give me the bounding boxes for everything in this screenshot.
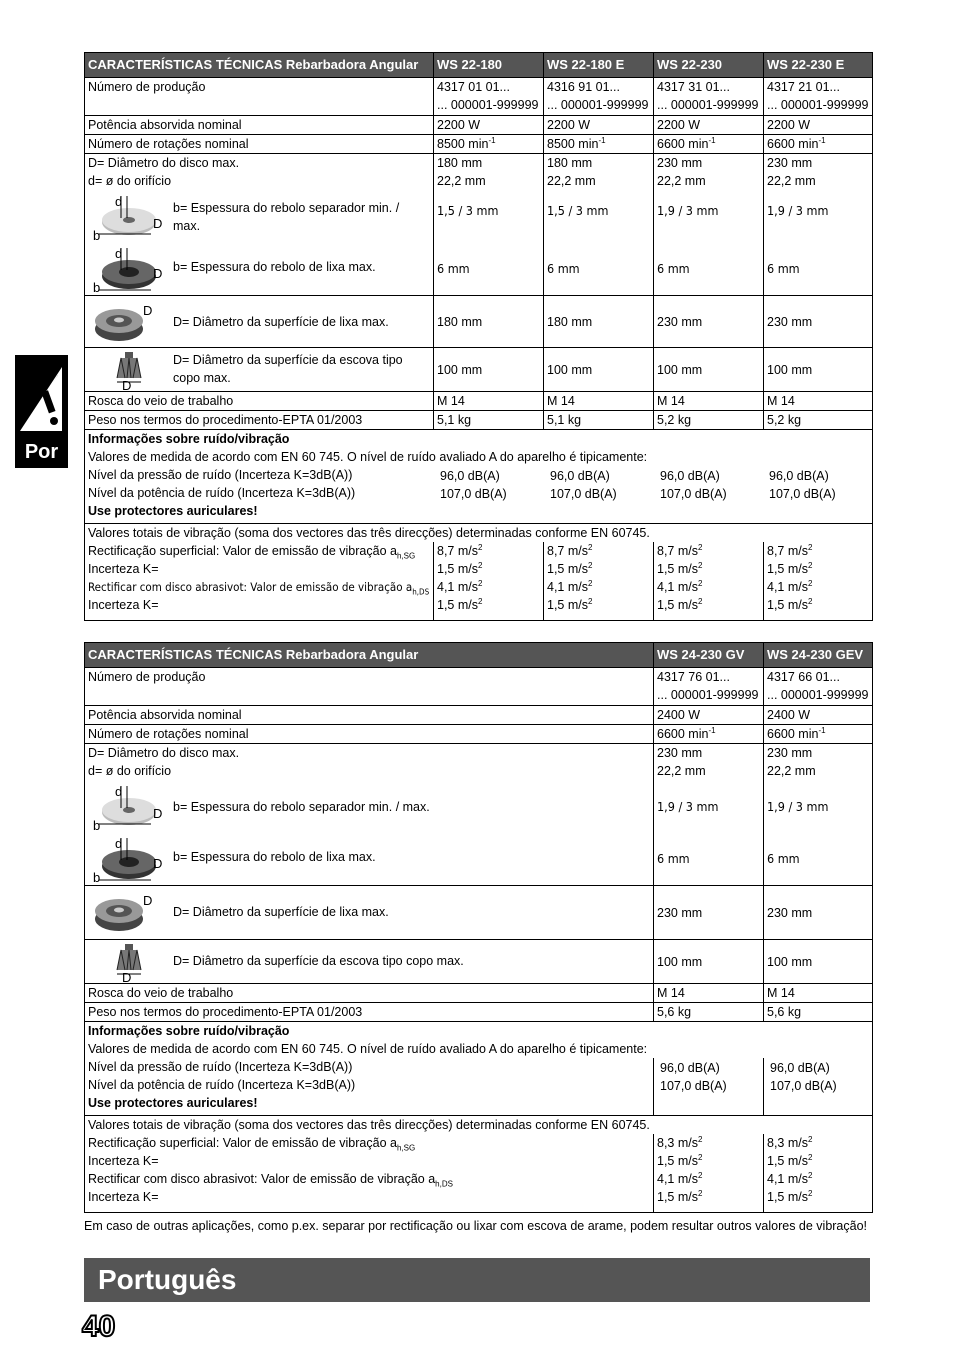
noise-section	[85, 430, 873, 524]
cell: 4317 21 01... ... 000001-999999	[764, 78, 873, 116]
svg-text:d: d	[115, 784, 123, 799]
cell: 6600 $\min^{-1}$	[764, 135, 873, 154]
table-row	[85, 668, 873, 706]
noise-col: 96,0 dB(A) 107,0 dB(A)	[660, 1061, 727, 1093]
noise-col: 96,0 dB(A) 107,0 dB(A)	[660, 469, 727, 501]
table-row	[85, 78, 873, 116]
table-title: CARACTERÍSTICAS TÉCNICAS Rebarbadora Angular	[85, 643, 654, 668]
cell: 4317 66 01... ... 000001-999999	[764, 668, 873, 706]
cell: 6600 $\min^{-1}$	[654, 135, 764, 154]
row-label: D D= Diâmetro da superfície de lixa max.	[85, 296, 434, 348]
table-row	[85, 524, 873, 543]
cell: 4317 76 01... ... 000001-999999	[654, 668, 764, 706]
row-label: Rosca do veio de trabalho	[85, 984, 654, 1003]
cell: 100 mm	[764, 940, 873, 984]
cell: 8,7 $m/s^2$ 1,5 $m/s^2$ 4,1 $m/s^2$ 1,5 $m/s^2$	[544, 542, 654, 620]
footnote: Em caso de outras aplicações, como p.ex. separar por rectificação ou lixar com escova de arame, podem resultar outros valores de vibração!	[84, 1219, 868, 1233]
cell: M 14	[764, 984, 873, 1003]
model-header: WS 24-230 GV	[654, 643, 764, 668]
table-row	[85, 1003, 873, 1022]
grinding-disc-icon	[91, 246, 163, 292]
cutting-disc-icon	[91, 194, 163, 240]
row-label: Número de rotações nominal	[85, 725, 654, 744]
row-label: Rectificação superficial: Valor de emissão de vibração $a_{h,SG}$ Incerteza K= Rectificar com disco abrasivot: Valor de emissão de vibração $a_{h,DS}$ Incerteza K=	[85, 542, 434, 620]
table-row	[85, 392, 873, 411]
warning-side-tab	[15, 355, 68, 468]
noise-cell	[85, 430, 873, 524]
cell: 4317 31 01... ... 000001-999999	[654, 78, 764, 116]
noise-col: 96,0 dB(A) 107,0 dB(A)	[550, 469, 617, 501]
noise-col: 96,0 dB(A) 107,0 dB(A)	[769, 469, 836, 501]
language-label: Por	[24, 441, 59, 463]
cell: 5,1 kg	[434, 411, 544, 430]
vibration-row	[85, 1134, 873, 1212]
cell: 230 mm	[654, 296, 764, 348]
table-row-disc-dims	[85, 154, 873, 296]
noise-col: 96,0 dB(A) 107,0 dB(A)	[770, 1061, 837, 1093]
cell: 4317 01 01... ... 000001-999999	[434, 78, 544, 116]
cell: 100 mm	[654, 940, 764, 984]
cell: 230 mm 22,2 mm 1,9 / 3 mm 6 mm	[654, 154, 764, 296]
cell: 4316 91 01... ... 000001-999999	[544, 78, 654, 116]
svg-text:D: D	[153, 856, 163, 871]
cup-brush-icon	[113, 942, 147, 982]
svg-text:b: b	[93, 228, 101, 240]
row-label: Potência absorvida nominal	[85, 116, 434, 135]
row-label: D= Diâmetro do disco max. d= ø do orifício d D b b= Espessura do rebolo separador min. / max. d D b b= Espessura do rebolo de lixa max.	[85, 154, 434, 296]
cell: 8500 $\min^{-1}$	[434, 135, 544, 154]
table-row	[85, 725, 873, 744]
cup-brush-icon	[113, 350, 147, 390]
cell: 100 mm	[544, 348, 654, 392]
cell: 8,3 $m/s^2$ 1,5 $m/s^2$ 4,1 $m/s^2$ 1,5 $m/s^2$	[764, 1134, 873, 1212]
svg-text:D: D	[153, 266, 163, 281]
row-label: D D= Diâmetro da superfície da escova tipo copo max.	[85, 940, 654, 984]
row-label: D D= Diâmetro da superfície da escova tipo copo max.	[85, 348, 434, 392]
table-row	[85, 984, 873, 1003]
svg-text:D: D	[122, 378, 132, 390]
cell: M 14	[654, 984, 764, 1003]
svg-text:d: d	[115, 246, 123, 261]
cell: 2200 W	[544, 116, 654, 135]
row-label: Número de rotações nominal	[85, 135, 434, 154]
cell: 6600 $\min^{-1}$	[654, 725, 764, 744]
cell: 2200 W	[434, 116, 544, 135]
table-title: CARACTERÍSTICAS TÉCNICAS Rebarbadora Angular	[85, 53, 434, 78]
svg-text:D: D	[143, 303, 153, 318]
spec-table-1	[84, 52, 873, 621]
cell: 8,7 $m/s^2$ 1,5 $m/s^2$ 4,1 $m/s^2$ 1,5 $m/s^2$	[654, 542, 764, 620]
cell: 180 mm 22,2 mm 1,5 / 3 mm 6 mm	[544, 154, 654, 296]
table-header-row	[85, 53, 873, 78]
warning-triangle-icon	[18, 365, 65, 433]
table-row	[85, 940, 873, 984]
table-header-row	[85, 643, 873, 668]
svg-text:D: D	[153, 806, 163, 821]
cell: 100 mm	[764, 348, 873, 392]
svg-text:b: b	[93, 870, 101, 882]
noise-col: 96,0 dB(A) 107,0 dB(A)	[440, 469, 507, 501]
cell: 230 mm	[654, 886, 764, 940]
model-header: WS 22-230	[654, 53, 764, 78]
cell: M 14	[654, 392, 764, 411]
table-row	[85, 411, 873, 430]
noise-text: Informações sobre ruído/vibração Valores de medida de acordo com EN 60 745. O nível de ruído avaliado A do aparelho é tipicamente: Nível da pressão de ruído (Incerteza K=3dB(A)) Nível da potência de ruído (Incerteza K=3dB(A)) Use protectores auriculares!	[88, 432, 648, 518]
row-label: Número de produção	[85, 668, 654, 706]
grinding-disc-icon	[91, 836, 163, 882]
language-banner: Português	[84, 1258, 870, 1302]
sanding-disc-icon	[91, 299, 155, 345]
table-row-disc-dims	[85, 744, 873, 886]
cell: 8,3 $m/s^2$ 1,5 $m/s^2$ 4,1 $m/s^2$ 1,5 $m/s^2$	[654, 1134, 764, 1212]
table-row	[85, 135, 873, 154]
cell: 5,6 kg	[764, 1003, 873, 1022]
cell: M 14	[764, 392, 873, 411]
table-row	[85, 706, 873, 725]
row-label: Rosca do veio de trabalho	[85, 392, 434, 411]
cell: M 14	[434, 392, 544, 411]
row-label: Número de produção	[85, 78, 434, 116]
svg-text:D: D	[122, 970, 132, 982]
cell: 2400 W	[764, 706, 873, 725]
table-row	[85, 1116, 873, 1135]
svg-text:b: b	[93, 280, 101, 292]
row-label: D D= Diâmetro da superfície de lixa max.	[85, 886, 654, 940]
cell: 230 mm	[764, 296, 873, 348]
svg-text:b: b	[93, 818, 101, 830]
model-header: WS 24-230 GEV	[764, 643, 873, 668]
cell: 8,7 $m/s^2$ 1,5 $m/s^2$ 4,1 $m/s^2$ 1,5 $m/s^2$	[764, 542, 873, 620]
cell: 5,6 kg	[654, 1003, 764, 1022]
cell: 180 mm 22,2 mm 1,5 / 3 mm 6 mm	[434, 154, 544, 296]
model-header: WS 22-230 E	[764, 53, 873, 78]
svg-text:d: d	[115, 194, 123, 209]
cell: 230 mm 22,2 mm 1,9 / 3 mm 6 mm	[764, 154, 873, 296]
model-header: WS 22-180 E	[544, 53, 654, 78]
page-number: 40	[82, 1310, 116, 1343]
noise-section	[85, 1022, 873, 1116]
cell: 230 mm 22,2 mm 1,9 / 3 mm 6 mm	[764, 744, 873, 886]
cell: 2200 W	[654, 116, 764, 135]
row-label: D= Diâmetro do disco max. d= ø do orifício d D b b= Espessura do rebolo separador min. / max. d D b b= Espessura do rebolo de lixa max.	[85, 744, 654, 886]
cell: 5,2 kg	[764, 411, 873, 430]
table-row	[85, 348, 873, 392]
table-row	[85, 116, 873, 135]
cell: 6600 $\min^{-1}$	[764, 725, 873, 744]
spec-table-2	[84, 642, 873, 1213]
model-header: WS 22-180	[434, 53, 544, 78]
row-label: Peso nos termos do procedimento-EPTA 01/2003	[85, 411, 434, 430]
noise-cell	[85, 1022, 873, 1116]
cell: 5,2 kg	[654, 411, 764, 430]
vib-intro: Valores totais de vibração (soma dos vectores das três direcções) determinadas conforme EN 60745.	[85, 524, 873, 543]
row-label: Peso nos termos do procedimento-EPTA 01/2003	[85, 1003, 654, 1022]
vib-intro: Valores totais de vibração (soma dos vectores das três direcções) determinadas conforme EN 60745.	[85, 1116, 873, 1135]
cell: 180 mm	[434, 296, 544, 348]
table-row	[85, 296, 873, 348]
noise-text: Informações sobre ruído/vibração Valores de medida de acordo com EN 60 745. O nível de ruído avaliado A do aparelho é tipicamente: Nível da pressão de ruído (Incerteza K=3dB(A)) Nível da potência de ruído (Incerteza K=3dB(A)) Use protectores auriculares!	[88, 1024, 648, 1110]
cutting-disc-icon	[91, 784, 163, 830]
cell: 2200 W	[764, 116, 873, 135]
svg-text:D: D	[153, 216, 163, 231]
cell: 100 mm	[434, 348, 544, 392]
cell: 180 mm	[544, 296, 654, 348]
cell: 8,7 $m/s^2$ 1,5 $m/s^2$ 4,1 $m/s^2$ 1,5 $m/s^2$	[434, 542, 544, 620]
cell: 230 mm 22,2 mm 1,9 / 3 mm 6 mm	[654, 744, 764, 886]
vibration-row	[85, 542, 873, 620]
cell: 100 mm	[654, 348, 764, 392]
cell: 5,1 kg	[544, 411, 654, 430]
cell: 2400 W	[654, 706, 764, 725]
row-label: Potência absorvida nominal	[85, 706, 654, 725]
svg-text:D: D	[143, 893, 153, 908]
table-row	[85, 886, 873, 940]
cell: 230 mm	[764, 886, 873, 940]
cell: M 14	[544, 392, 654, 411]
cell: 8500 $\min^{-1}$	[544, 135, 654, 154]
svg-text:d: d	[115, 836, 123, 851]
row-label: Rectificação superficial: Valor de emissão de vibração $a_{h,SG}$ Incerteza K= Rectificar com disco abrasivot: Valor de emissão de vibração $a_{h,DS}$ Incerteza K=	[85, 1134, 654, 1212]
sanding-disc-icon	[91, 889, 155, 935]
